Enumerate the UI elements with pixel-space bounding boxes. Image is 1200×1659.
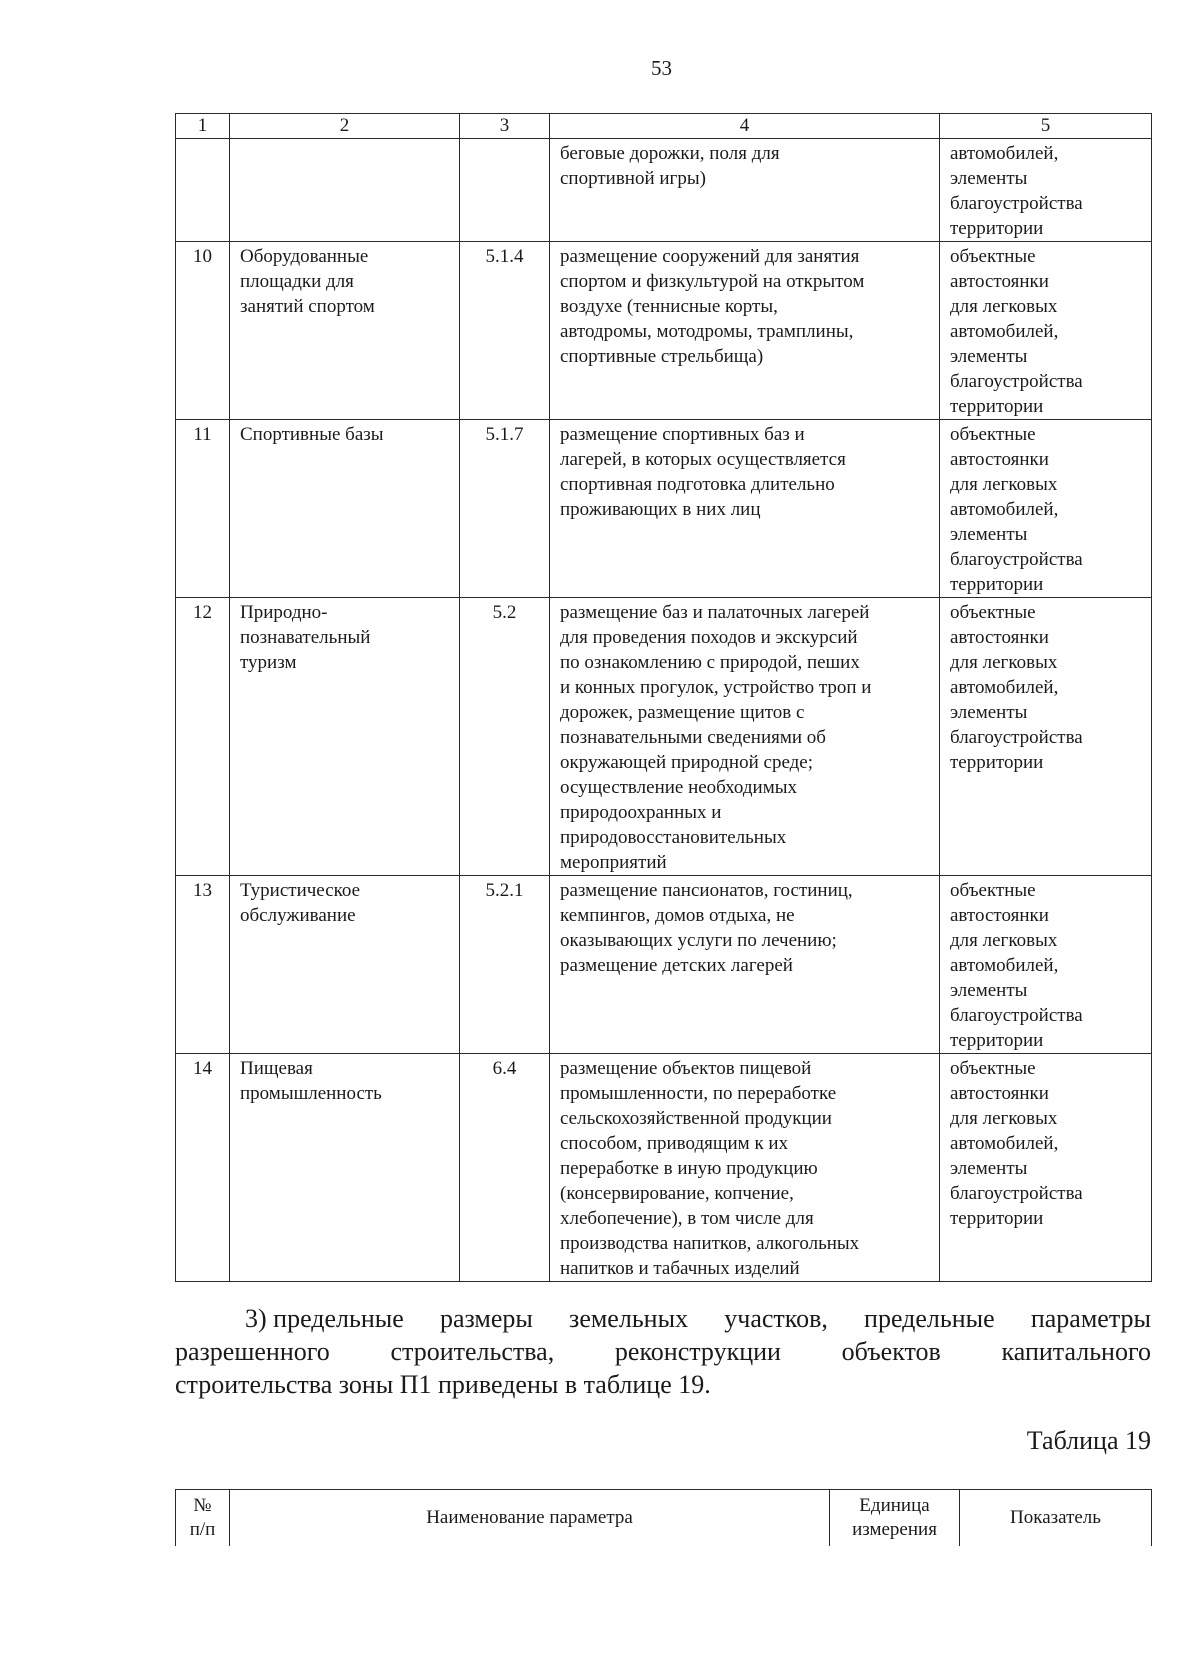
cell-line: познавательный [240, 627, 371, 648]
land-use-code: 5.2.1 [460, 876, 550, 1054]
table-row [176, 876, 1152, 1054]
column-header: 2 [230, 114, 460, 139]
cell-line: благоустройства [950, 371, 1083, 392]
cell-line: промышленность [240, 1083, 382, 1104]
cell-line: и конных прогулок, устройство троп и [560, 677, 872, 698]
paragraph-line [175, 1335, 1151, 1368]
header-line: № [193, 1495, 212, 1516]
paragraph-line [175, 1302, 1151, 1335]
cell-line: окружающей природной среде; [560, 752, 814, 773]
cell-line: воздухе (теннисные корты, [560, 296, 778, 317]
cell-line: для проведения походов и экскурсий [560, 627, 858, 648]
cell-line: природовосстановительных [560, 827, 787, 848]
cell-line: Пищевая [240, 1058, 313, 1079]
cell-line: благоустройства [950, 549, 1083, 570]
cell-line: спортом и физкультурой на открытом [560, 271, 865, 292]
land-use-name [230, 598, 460, 876]
cell-line: территории [950, 218, 1044, 239]
cell-line: для легковых [950, 1108, 1058, 1129]
paragraph-word: земельных [569, 1304, 689, 1333]
table-row [176, 139, 1152, 242]
cell-line: благоустройства [950, 1183, 1083, 1204]
cell-line: проживающих в них лиц [560, 499, 761, 520]
cell-line: территории [950, 1030, 1044, 1051]
header-line: Единица [859, 1495, 930, 1516]
cell-line: автостоянки [950, 905, 1049, 926]
parameters-paragraph [175, 1302, 1151, 1401]
cell-line: территории [950, 574, 1044, 595]
auxiliary-uses [940, 242, 1152, 420]
cell-line: оказывающих услуги по лечению; [560, 930, 837, 951]
cell-line: благоустройства [950, 193, 1083, 214]
land-use-description [550, 139, 940, 242]
cell-line: автостоянки [950, 449, 1049, 470]
cell-line: для легковых [950, 296, 1058, 317]
cell-line: элементы [950, 1158, 1028, 1179]
cell-line: туризм [240, 652, 297, 673]
cell-line: элементы [950, 346, 1028, 367]
cell-line: размещение сооружений для занятия [560, 246, 860, 267]
row-number: 11 [176, 420, 230, 598]
land-use-name [230, 876, 460, 1054]
cell-line: мероприятий [560, 852, 667, 873]
cell-line: элементы [950, 702, 1028, 723]
cell-line: познавательными сведениями об [560, 727, 826, 748]
cell-line: Оборудованные [240, 246, 369, 267]
cell-line: автомобилей, [950, 677, 1059, 698]
cell-line: размещение объектов пищевой [560, 1058, 812, 1079]
cell-line: объектные [950, 602, 1036, 623]
auxiliary-uses [940, 1054, 1152, 1282]
permitted-use-table [175, 113, 1152, 1282]
auxiliary-uses [940, 876, 1152, 1054]
cell-line: спортивные стрельбища) [560, 346, 764, 367]
cell-line: сельскохозяйственной продукции [560, 1108, 832, 1129]
paragraph-word: параметры [1030, 1304, 1151, 1333]
cell-line: автостоянки [950, 271, 1049, 292]
cell-line: для легковых [950, 474, 1058, 495]
cell-line: по ознакомлению с природой, пеших [560, 652, 860, 673]
paragraph-word: разрешенного [175, 1337, 330, 1366]
cell-line: благоустройства [950, 1005, 1083, 1026]
cell-line: обслуживание [240, 905, 356, 926]
land-use-description [550, 876, 940, 1054]
table-header-row [176, 114, 1152, 139]
cell-line: лагерей, в которых осуществляется [560, 449, 846, 470]
land-use-description [550, 242, 940, 420]
table-19-unit-header [830, 1490, 960, 1547]
cell-line: автостоянки [950, 627, 1049, 648]
paragraph-word: размеры [439, 1304, 533, 1333]
cell-line: осуществление необходимых [560, 777, 797, 798]
land-use-name [230, 139, 460, 242]
table-19-num-header [176, 1490, 230, 1547]
row-number [176, 139, 230, 242]
land-use-name [230, 420, 460, 598]
page-number: 53 [651, 56, 672, 80]
land-use-name [230, 1054, 460, 1282]
land-use-code: 5.2 [460, 598, 550, 876]
land-use-code [460, 139, 550, 242]
land-use-description [550, 1054, 940, 1282]
cell-line: размещение спортивных баз и [560, 424, 805, 445]
cell-line: дорожек, размещение щитов с [560, 702, 805, 723]
land-use-description [550, 420, 940, 598]
cell-line: автомобилей, [950, 499, 1059, 520]
cell-line: элементы [950, 980, 1028, 1001]
cell-line: автомобилей, [950, 1133, 1059, 1154]
column-header: 3 [460, 114, 550, 139]
cell-line: объектные [950, 246, 1036, 267]
cell-line: объектные [950, 1058, 1036, 1079]
land-use-code: 5.1.7 [460, 420, 550, 598]
land-use-name [230, 242, 460, 420]
auxiliary-uses [940, 598, 1152, 876]
paragraph-word: строительства зоны П1 приведены в таблице 19. [175, 1370, 711, 1399]
cell-line: автодромы, мотодромы, трамплины, [560, 321, 854, 342]
table-19-caption: Таблица 19 [1026, 1426, 1151, 1455]
cell-line: промышленности, по переработке [560, 1083, 837, 1104]
cell-line: объектные [950, 424, 1036, 445]
cell-line: элементы [950, 524, 1028, 545]
cell-line: площадки для [240, 271, 354, 292]
cell-line: Природно- [240, 602, 328, 623]
table-row [176, 420, 1152, 598]
cell-line: размещение детских лагерей [560, 955, 793, 976]
table-19-value-header: Показатель [960, 1490, 1152, 1547]
cell-line: автомобилей, [950, 955, 1059, 976]
column-header: 4 [550, 114, 940, 139]
table-row [176, 1054, 1152, 1282]
column-header: 1 [176, 114, 230, 139]
cell-line: напитков и табачных изделий [560, 1258, 800, 1279]
row-number: 13 [176, 876, 230, 1054]
cell-line: автомобилей, [950, 321, 1059, 342]
cell-line: объектные [950, 880, 1036, 901]
auxiliary-uses [940, 139, 1152, 242]
cell-line: способом, приводящим к их [560, 1133, 789, 1154]
paragraph-word: предельные [864, 1304, 995, 1333]
table-19-header-row [176, 1490, 1152, 1547]
cell-line: переработке в иную продукцию [560, 1158, 818, 1179]
header-line: измерения [852, 1519, 937, 1540]
cell-line: занятий спортом [240, 296, 375, 317]
row-number: 12 [176, 598, 230, 876]
cell-line: автомобилей, [950, 143, 1059, 164]
cell-line: благоустройства [950, 727, 1083, 748]
land-use-description [550, 598, 940, 876]
permitted-use-table-body [176, 114, 1152, 1282]
cell-line: Туристическое [240, 880, 361, 901]
cell-line: Спортивные базы [240, 424, 384, 445]
paragraph-line [175, 1368, 1151, 1401]
cell-line: автостоянки [950, 1083, 1049, 1104]
cell-line: (консервирование, копчение, [560, 1183, 794, 1204]
cell-line: спортивная подготовка длительно [560, 474, 835, 495]
row-number: 10 [176, 242, 230, 420]
cell-line: размещение пансионатов, гостиниц, [560, 880, 853, 901]
paragraph-word: 3) предельные [245, 1304, 404, 1333]
row-number: 14 [176, 1054, 230, 1282]
cell-line: хлебопечение), в том числе для [560, 1208, 814, 1229]
cell-line: территории [950, 1208, 1044, 1229]
header-line: п/п [189, 1519, 216, 1540]
cell-line: беговые дорожки, поля для [560, 143, 780, 164]
paragraph-word: капитального [1001, 1337, 1151, 1366]
table-row [176, 242, 1152, 420]
cell-line: территории [950, 752, 1044, 773]
paragraph-word: объектов [841, 1337, 941, 1366]
cell-line: спортивной игры) [560, 168, 706, 189]
land-use-code: 5.1.4 [460, 242, 550, 420]
cell-line: размещение баз и палаточных лагерей [560, 602, 870, 623]
paragraph-word: строительства, [390, 1337, 555, 1366]
table-19 [175, 1489, 1152, 1546]
cell-line: производства напитков, алкогольных [560, 1233, 860, 1254]
land-use-code: 6.4 [460, 1054, 550, 1282]
cell-line: элементы [950, 168, 1028, 189]
cell-line: природоохранных и [560, 802, 722, 823]
paragraph-word: реконструкции [614, 1337, 781, 1366]
cell-line: территории [950, 396, 1044, 417]
table-19-name-header: Наименование параметра [230, 1490, 830, 1547]
auxiliary-uses [940, 420, 1152, 598]
cell-line: кемпингов, домов отдыха, не [560, 905, 795, 926]
cell-line: для легковых [950, 652, 1058, 673]
table-row [176, 598, 1152, 876]
cell-line: для легковых [950, 930, 1058, 951]
column-header: 5 [940, 114, 1152, 139]
paragraph-word: участков, [724, 1304, 828, 1333]
